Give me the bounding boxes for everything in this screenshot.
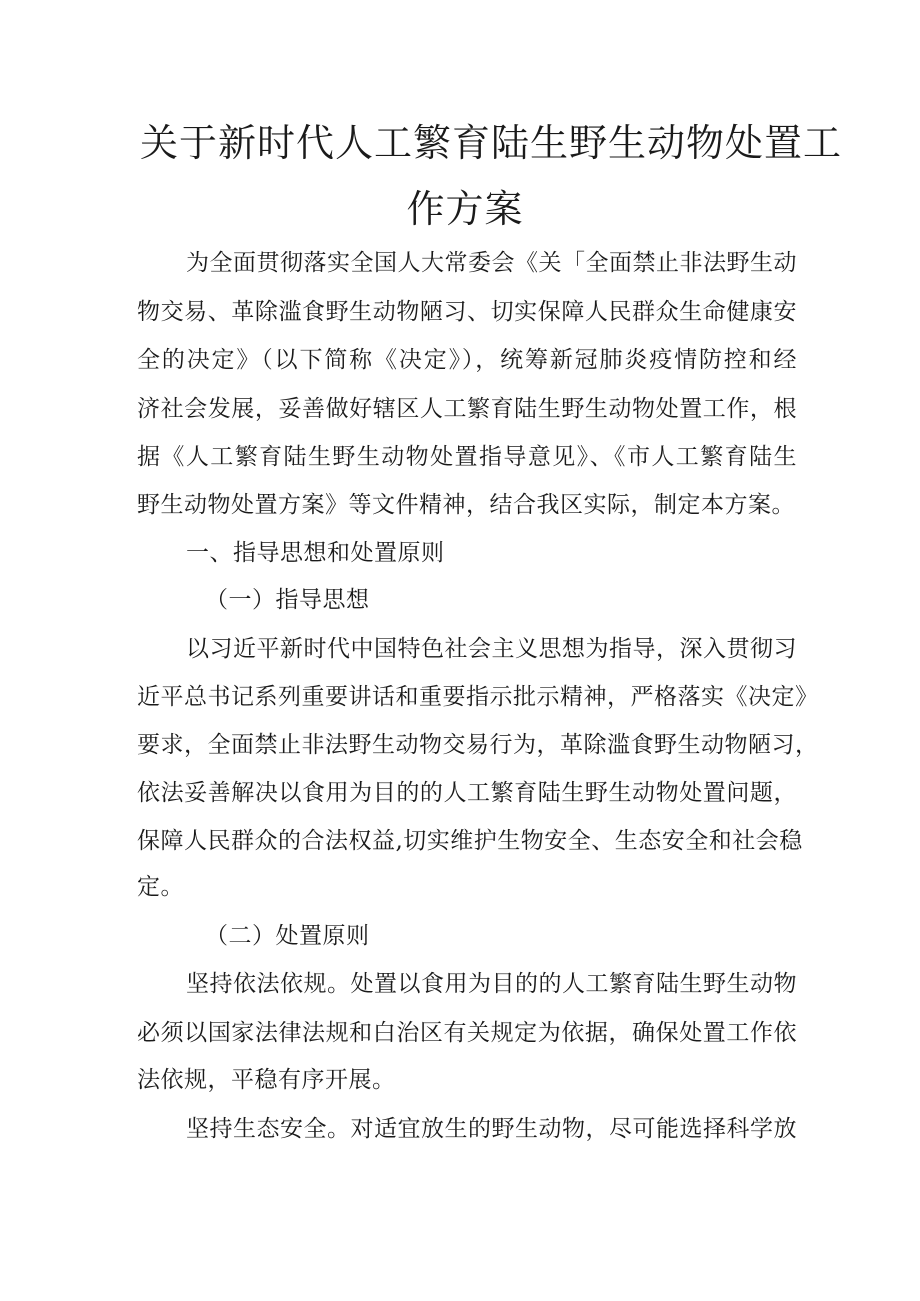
paragraph-line: 法依规，平稳有序开展。 bbox=[137, 1067, 396, 1093]
paragraph-line: 坚持依法依规。处置以食用为目的的人工繁育陆生野生动物 bbox=[186, 971, 797, 997]
paragraph-line: 必须以国家法律法规和白治区有关规定为依据，确保处置工作依 bbox=[137, 1020, 797, 1046]
paragraph-line: 依法妥善解决以食用为目的的人工繁育陆生野生动物处置问题， bbox=[137, 780, 797, 806]
paragraph-line: 坚持生态安全。对适宜放生的野生动物，尽可能选择科学放 bbox=[186, 1116, 797, 1142]
paragraph-line: 全的决定》（以下简称《决定》），统筹新冠肺炎疫情防控和经 bbox=[137, 347, 797, 373]
paragraph-line: 野生动物处置方案》等文件精神，结合我区实际，制定本方案。 bbox=[137, 492, 795, 518]
subsection-heading: （一）指导思想 bbox=[205, 587, 370, 613]
document-title-line-1: 关于新时代人工繁育陆生野生动物处置工 bbox=[140, 121, 843, 165]
paragraph-line: 定。 bbox=[137, 874, 184, 900]
document-title-line-2: 作方案 bbox=[406, 187, 524, 231]
section-heading: 一、指导思想和处置原则 bbox=[186, 540, 445, 566]
paragraph-line: 据《人工繁育陆生野生动物处置指导意见》、《市人工繁育陆生 bbox=[137, 444, 797, 470]
paragraph-line: 近平总书记系列重要讲话和重要指示批示精神，严格落实《决定》 bbox=[137, 684, 819, 710]
paragraph-line: 要求，全面禁止非法野生动物交易行为，革除滥食野生动物陋习， bbox=[137, 732, 819, 758]
paragraph-line: 济社会发展，妥善做好辖区人工繁育陆生野生动物处置工作，根 bbox=[137, 396, 797, 422]
paragraph-line: 为全面贯彻落实全国人大常委会《关「全面禁止非法野生动 bbox=[186, 250, 797, 276]
paragraph-line: 保障人民群众的合法权益,切实维护生物安全、生态安全和社会稳 bbox=[137, 828, 803, 854]
paragraph-line: 以习近平新时代中国特色社会主义思想为指导，深入贯彻习 bbox=[186, 636, 797, 662]
subsection-heading: （二）处置原则 bbox=[205, 923, 370, 949]
paragraph-line: 物交易、革除滥食野生动物陋习、切实保障人民群众生命健康安 bbox=[137, 299, 797, 325]
